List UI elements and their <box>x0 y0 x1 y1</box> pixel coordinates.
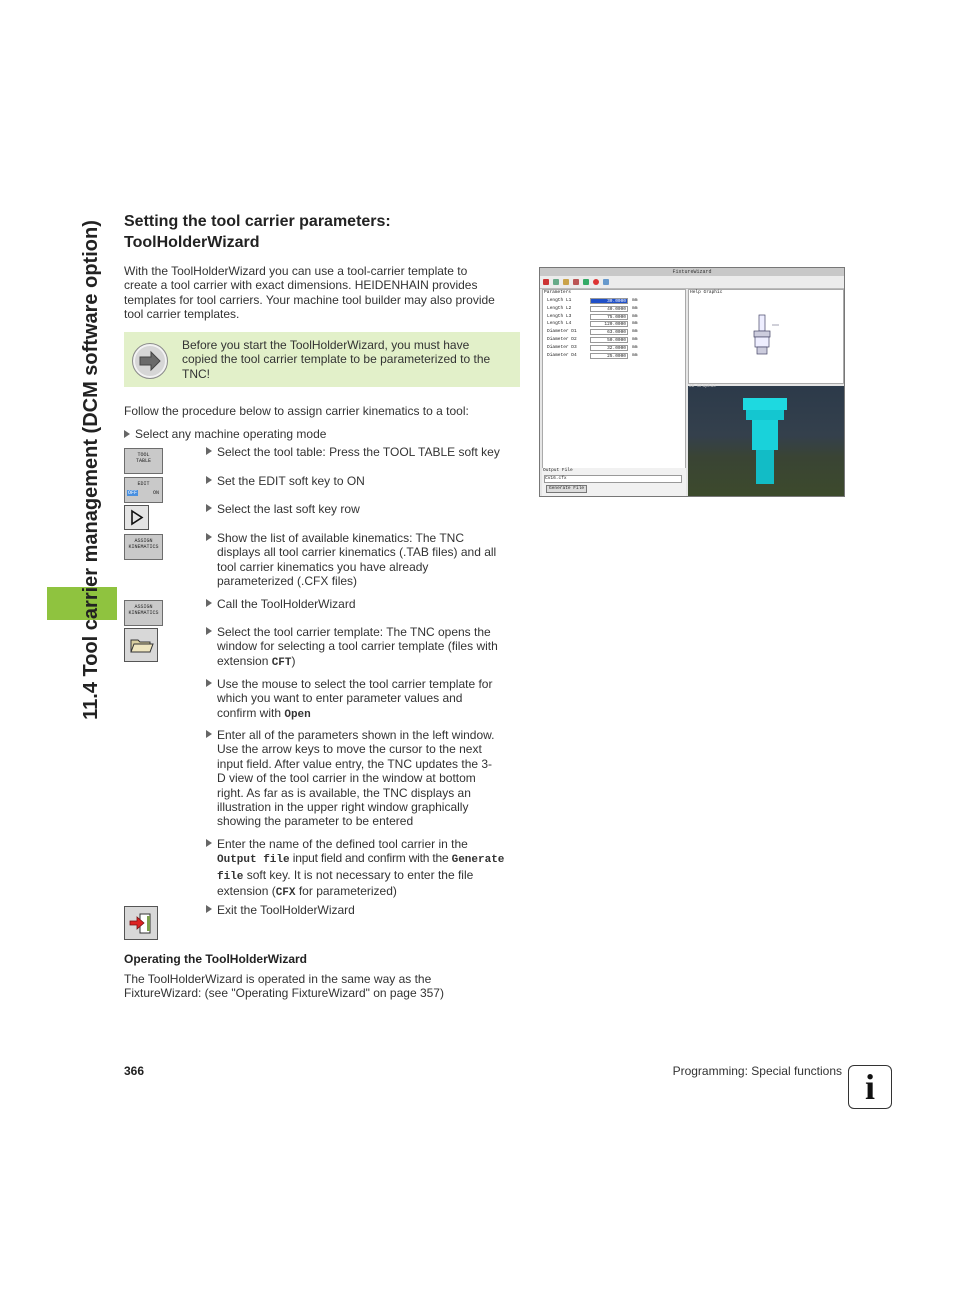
param-unit: mm <box>632 321 638 327</box>
edit-icon[interactable] <box>573 279 579 285</box>
delete-icon[interactable] <box>593 279 599 285</box>
param-label: Length L2 <box>547 305 572 311</box>
param-unit: mm <box>632 305 638 311</box>
param-label: Diameter D1 <box>547 329 577 335</box>
operating-heading: Operating the ToolHolderWizard <box>124 952 308 966</box>
param-label: Diameter D2 <box>547 337 577 342</box>
step-show-kinematics: Show the list of available kinematics: The TNC displays all tool carrier kinematics (.TAB files) and all tool carrier kinematics you have already parameterized (.CFX files) <box>206 531 520 589</box>
param-label: Diameter D3 <box>547 344 577 350</box>
param-input[interactable]: 63.0000 <box>590 329 628 335</box>
folder-open-icon[interactable] <box>124 628 158 662</box>
param-unit: mm <box>632 344 638 350</box>
param-unit: mm <box>632 329 638 335</box>
tool-table-softkey[interactable]: TOOL TABLE <box>124 448 163 474</box>
assign-kinematics-softkey-2[interactable]: ASSIGN KINEMATICS <box>124 600 163 626</box>
tool-holder-drawing <box>745 313 785 357</box>
param-unit: mm <box>632 352 638 358</box>
param-input[interactable]: 50.0000 <box>590 337 628 343</box>
output-file-panel: Output File Cv16.cfx Generate File <box>542 468 686 496</box>
chapter-title-text: 11.4 Tool carrier management (DCM software option) <box>80 220 102 720</box>
param-input[interactable]: 40.0000 <box>590 306 628 312</box>
param-unit: mm <box>632 313 638 319</box>
param-label: Diameter D4 <box>547 352 577 358</box>
step-exit-wizard: Exit the ToolHolderWizard <box>206 903 520 917</box>
param-input[interactable]: 30.0000 <box>590 298 628 304</box>
3d-graphic-panel: 3D Graphic <box>688 386 844 496</box>
assign-kinematics-softkey[interactable]: ASSIGN KINEMATICS <box>124 534 163 560</box>
param-unit: mm <box>632 298 638 303</box>
step-tool-table: Select the tool table: Press the TOOL TABLE soft key <box>206 445 520 459</box>
step-mouse-select: Use the mouse to select the tool carrier template for which you want to enter parameter values and confirm with Open <box>206 677 520 722</box>
help-graphic-panel: Help Graphic <box>688 289 844 384</box>
footer-section: Programming: Special functions <box>672 1064 842 1078</box>
param-unit: mm <box>632 337 638 342</box>
param-input[interactable]: 120.0000 <box>590 321 628 327</box>
step-edit-on: Set the EDIT soft key to ON <box>206 474 520 488</box>
param-input[interactable]: 32.0000 <box>590 345 628 351</box>
arrow-right-icon <box>132 343 168 379</box>
note-text: Before you start the ToolHolderWizard, you must have copied the tool carrier template to be parameterized to the TNC! <box>182 338 491 381</box>
step-select-template: Select the tool carrier template: The TNC opens the window for selecting a tool carrier template (files with extension CFT) <box>206 625 520 670</box>
section-heading: Setting the tool carrier parameters: ToolHolderWizard <box>124 213 391 251</box>
stop-icon[interactable] <box>543 279 549 285</box>
tool-holder-3d-model <box>740 396 790 488</box>
step-call-wizard: Call the ToolHolderWizard <box>206 597 520 611</box>
step-last-row: Select the last soft key row <box>206 502 520 516</box>
param-input[interactable]: 25.0000 <box>590 353 628 359</box>
intro-paragraph: With the ToolHolderWizard you can use a tool-carrier template to create a tool carrier with exact dimensions. HEIDENHAIN provides templates for tool carriers. Your machine tool builder may also provide tool carrier templates. <box>124 264 495 322</box>
page-number: 366 <box>124 1064 145 1078</box>
wizard-titlebar: FixtureWizard <box>540 268 844 276</box>
save-icon[interactable] <box>553 279 559 285</box>
zoom-icon[interactable] <box>583 279 589 285</box>
param-input[interactable]: 75.0000 <box>590 314 628 320</box>
first-step: Select any machine operating mode <box>124 427 424 441</box>
generate-file-button[interactable]: Generate File <box>546 485 587 493</box>
help-icon[interactable] <box>603 279 609 285</box>
step-enter-parameters: Enter all of the parameters shown in the left window. Use the arrow keys to move the cursor to the next input field. After value entry, the TNC updates the 3- D view of the tool carrier in the window at bottom right. As far as is available, the TNC displays an illustration in the upper right window graphically showing the parameter to be entered <box>206 728 520 829</box>
output-file-input[interactable]: Cv16.cfx <box>544 475 682 483</box>
param-label: Length L1 <box>547 298 572 303</box>
edit-softkey[interactable]: EDIT OFF ON <box>124 477 163 503</box>
wizard-screenshot <box>539 267 845 497</box>
exit-icon[interactable] <box>124 906 158 940</box>
step-output-file: Enter the name of the defined tool carrier in the Output file input field and confirm with the Generate file soft key. It is not necessary to enter the file extension (CFX for parameterized) <box>206 837 520 901</box>
info-icon: i <box>848 1065 892 1109</box>
param-label: Length L3 <box>547 313 572 319</box>
parameters-panel: Parameters Length L1 30.0000 mm Length L2 40.0000 mm Length L3 75.0000 mm Length L4 120.0000 mm Diameter D1 63.0000 mm Diameter D2 50.0000 mm Diameter D3 32.0000 mm Diameter D4 25.0000 mm <box>542 289 686 469</box>
open-icon[interactable] <box>563 279 569 285</box>
procedure-text: Follow the procedure below to assign carrier kinematics to a tool: <box>124 404 469 418</box>
param-label: Length L4 <box>547 321 572 327</box>
operating-text: The ToolHolderWizard is operated in the same way as the FixtureWizard: (see "Operating FixtureWizard" on page 357) <box>124 972 444 1001</box>
next-row-icon[interactable] <box>124 505 149 530</box>
